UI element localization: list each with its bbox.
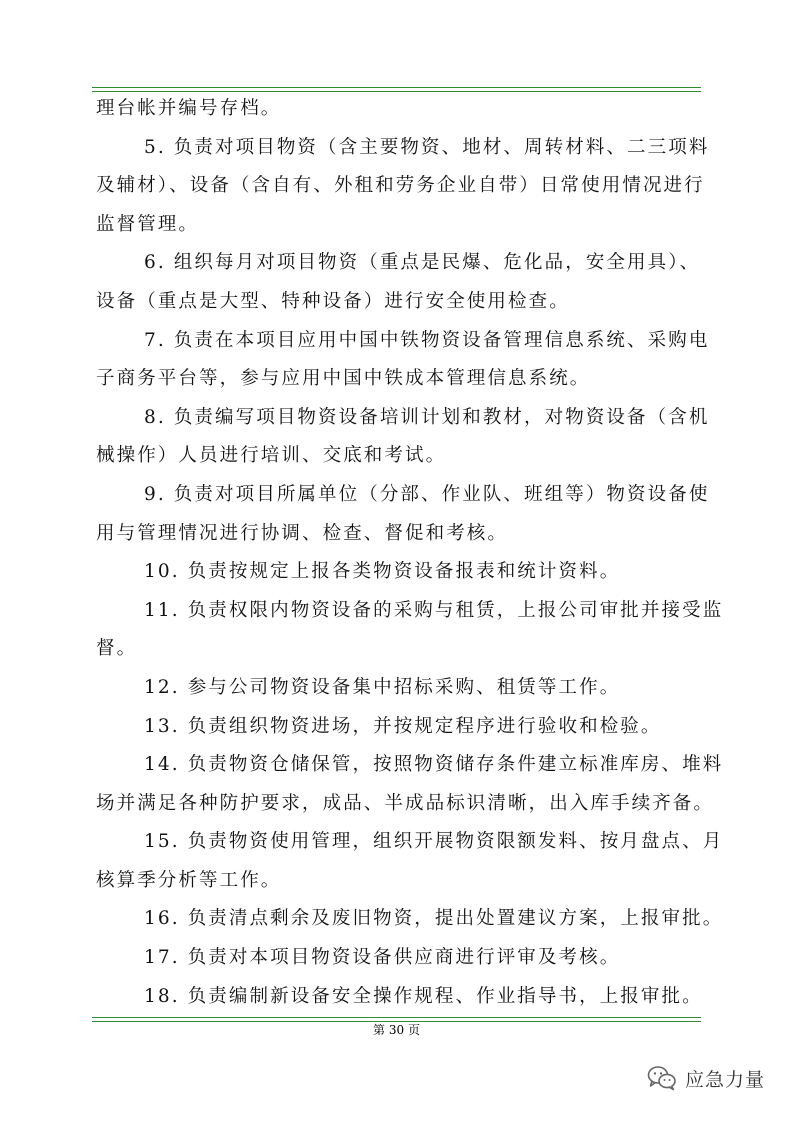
text-line: 9. 负责对项目所属单位（分部、作业队、班组等）物资设备使 <box>144 483 710 505</box>
text-line: 及辅材）、设备（含自有、外租和劳务企业自带）日常使用情况进行 <box>96 175 705 197</box>
text-line: 12. 参与公司物资设备集中招标采购、租赁等工作。 <box>144 676 621 698</box>
document-body <box>96 90 724 1016</box>
text-line: 10. 负责按规定上报各类物资设备报表和统计资料。 <box>144 561 621 583</box>
text-line: 14. 负责物资仓储保管，按照物资储存条件建立标准库房、堆料 <box>144 754 724 776</box>
watermark <box>647 1062 765 1094</box>
text-line: 械操作）人员进行培训、交底和考试。 <box>96 445 447 467</box>
text-line: 理台帐并编号存档。 <box>96 98 282 119</box>
text-line: 8. 负责编写项目物资设备培训计划和教材，对物资设备（含机 <box>144 406 710 428</box>
text-line: 16. 负责清点剩余及废旧物资，提出处置建议方案，上报审批。 <box>144 908 724 930</box>
text-line: 7. 负责在本项目应用中国中铁物资设备管理信息系统、采购电 <box>144 329 710 351</box>
text-line: 6. 组织每月对项目物资（重点是民爆、危化品，安全用具）、 <box>144 252 701 274</box>
wechat-icon <box>647 1065 677 1091</box>
text-line: 子商务平台等，参与应用中国中铁成本管理信息系统。 <box>96 368 591 390</box>
text-line: 核算季分析等工作。 <box>96 869 282 891</box>
text-line: 设备（重点是大型、特种设备）进行安全使用检查。 <box>96 290 570 312</box>
text-line: 5. 负责对项目物资（含主要物资、地材、周转材料、二三项料 <box>144 136 710 158</box>
text-line: 17. 负责对本项目物资设备供应商进行评审及考核。 <box>144 947 621 969</box>
watermark-text: 应急力量 <box>684 1068 765 1091</box>
text-line: 督。 <box>96 638 138 660</box>
text-line: 18. 负责编制新设备安全操作规程、作业指导书，上报审批。 <box>144 985 703 1007</box>
text-line: 用与管理情况进行协调、检查、督促和考核。 <box>96 522 509 544</box>
text-line: 11. 负责权限内物资设备的采购与租赁，上报公司审批并接受监 <box>144 599 724 621</box>
text-line: 15. 负责物资使用管理，组织开展物资限额发料、按月盘点、月 <box>144 831 724 853</box>
page-number: 第 30 页 <box>373 1023 420 1037</box>
text-line: 监督管理。 <box>96 213 200 235</box>
text-line: 场并满足各种防护要求，成品、半成品标识清晰，出入库手续齐备。 <box>96 792 715 814</box>
text-line: 13. 负责组织物资进场，并按规定程序进行验收和检验。 <box>144 715 662 737</box>
